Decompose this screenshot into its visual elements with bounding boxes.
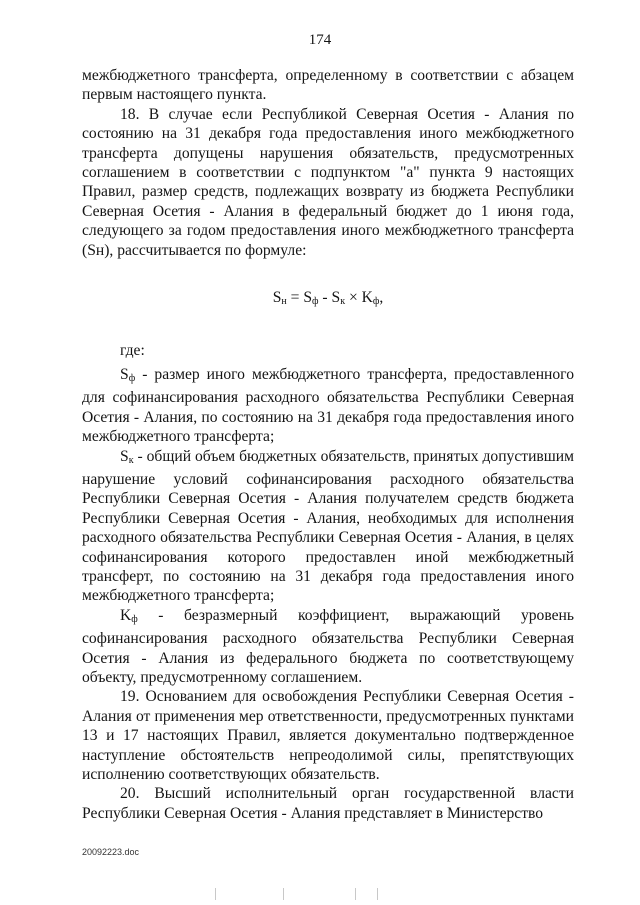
formula: $S_н = S_ф - S_к \times K_ф$,	[272, 289, 384, 308]
page-number: 174	[308, 32, 332, 48]
paragraph-continuation: межбюджетного трансферта, определенному в соответствии с абзацем первым настоящего пункта.	[82, 67, 574, 104]
scan-artifacts	[205, 888, 455, 902]
document-filename: 20092223.doc	[82, 847, 140, 857]
definition-sk: $S_к$ - общий объем бюджетных обязательств, принятых допустившим нарушение условий софинансирования расходного обязательства Республики Северная Осетия - Алания получателем средств бюджета Республики Северная Осетия - Алания, необходимых для исполнения расходного обязательства Республики Северная Осетия - Алания, в целях софинансирования которого предоставлен иной межбюджетный трансферт, по состоянию на 31 декабря года предоставления иного межбюджетного трансферта;	[82, 447, 574, 605]
paragraph-18: 18. В случае если Республикой Северная Осетия - Алания по состоянию на 31 декабря года предоставления иного межбюджетного трансферта допущены нарушения обязательств, предусмотренных соглашением в соответствии с подпунктом "а" пункта 9 настоящих Правил, размер средств, подлежащих возврату из бюджета Республики Северная Осетия - Алания в федеральный бюджет до 1 июня года, следующего за годом предоставления иного межбюджетного трансферта (Sн), рассчитывается по формуле:	[82, 105, 574, 259]
definition-kf: $K_ф$ - безразмерный коэффициент, выражающий уровень софинансирования расходного обязательства Республики Северная Осетия - Алания из федерального бюджета по соответствующему объекту, предусмотренному соглашением.	[82, 606, 574, 686]
paragraph-19: 19. Основанием для освобождения Республики Северная Осетия - Алания от применения мер ответственности, предусмотренных пунктами 13 и 17 настоящих Правил, является документально подтвержденное наступление обстоятельств непреодолимой силы, препятствующих исполнению соответствующих обязательств.	[82, 688, 574, 783]
where-label: где:	[120, 342, 145, 360]
definition-sf: $S_ф$ - размер иного межбюджетного трансферта, предоставленного для софинансирования расходного обязательства Республики Северная Осетия - Алания, по состоянию на 31 декабря года предоставления иного межбюджетного трансферта;	[82, 365, 574, 446]
paragraph-20: 20. Высший исполнительный орган государственной власти Республики Северная Осетия - Алания представляет в Министерство	[82, 785, 574, 822]
document-body	[82, 66, 574, 823]
